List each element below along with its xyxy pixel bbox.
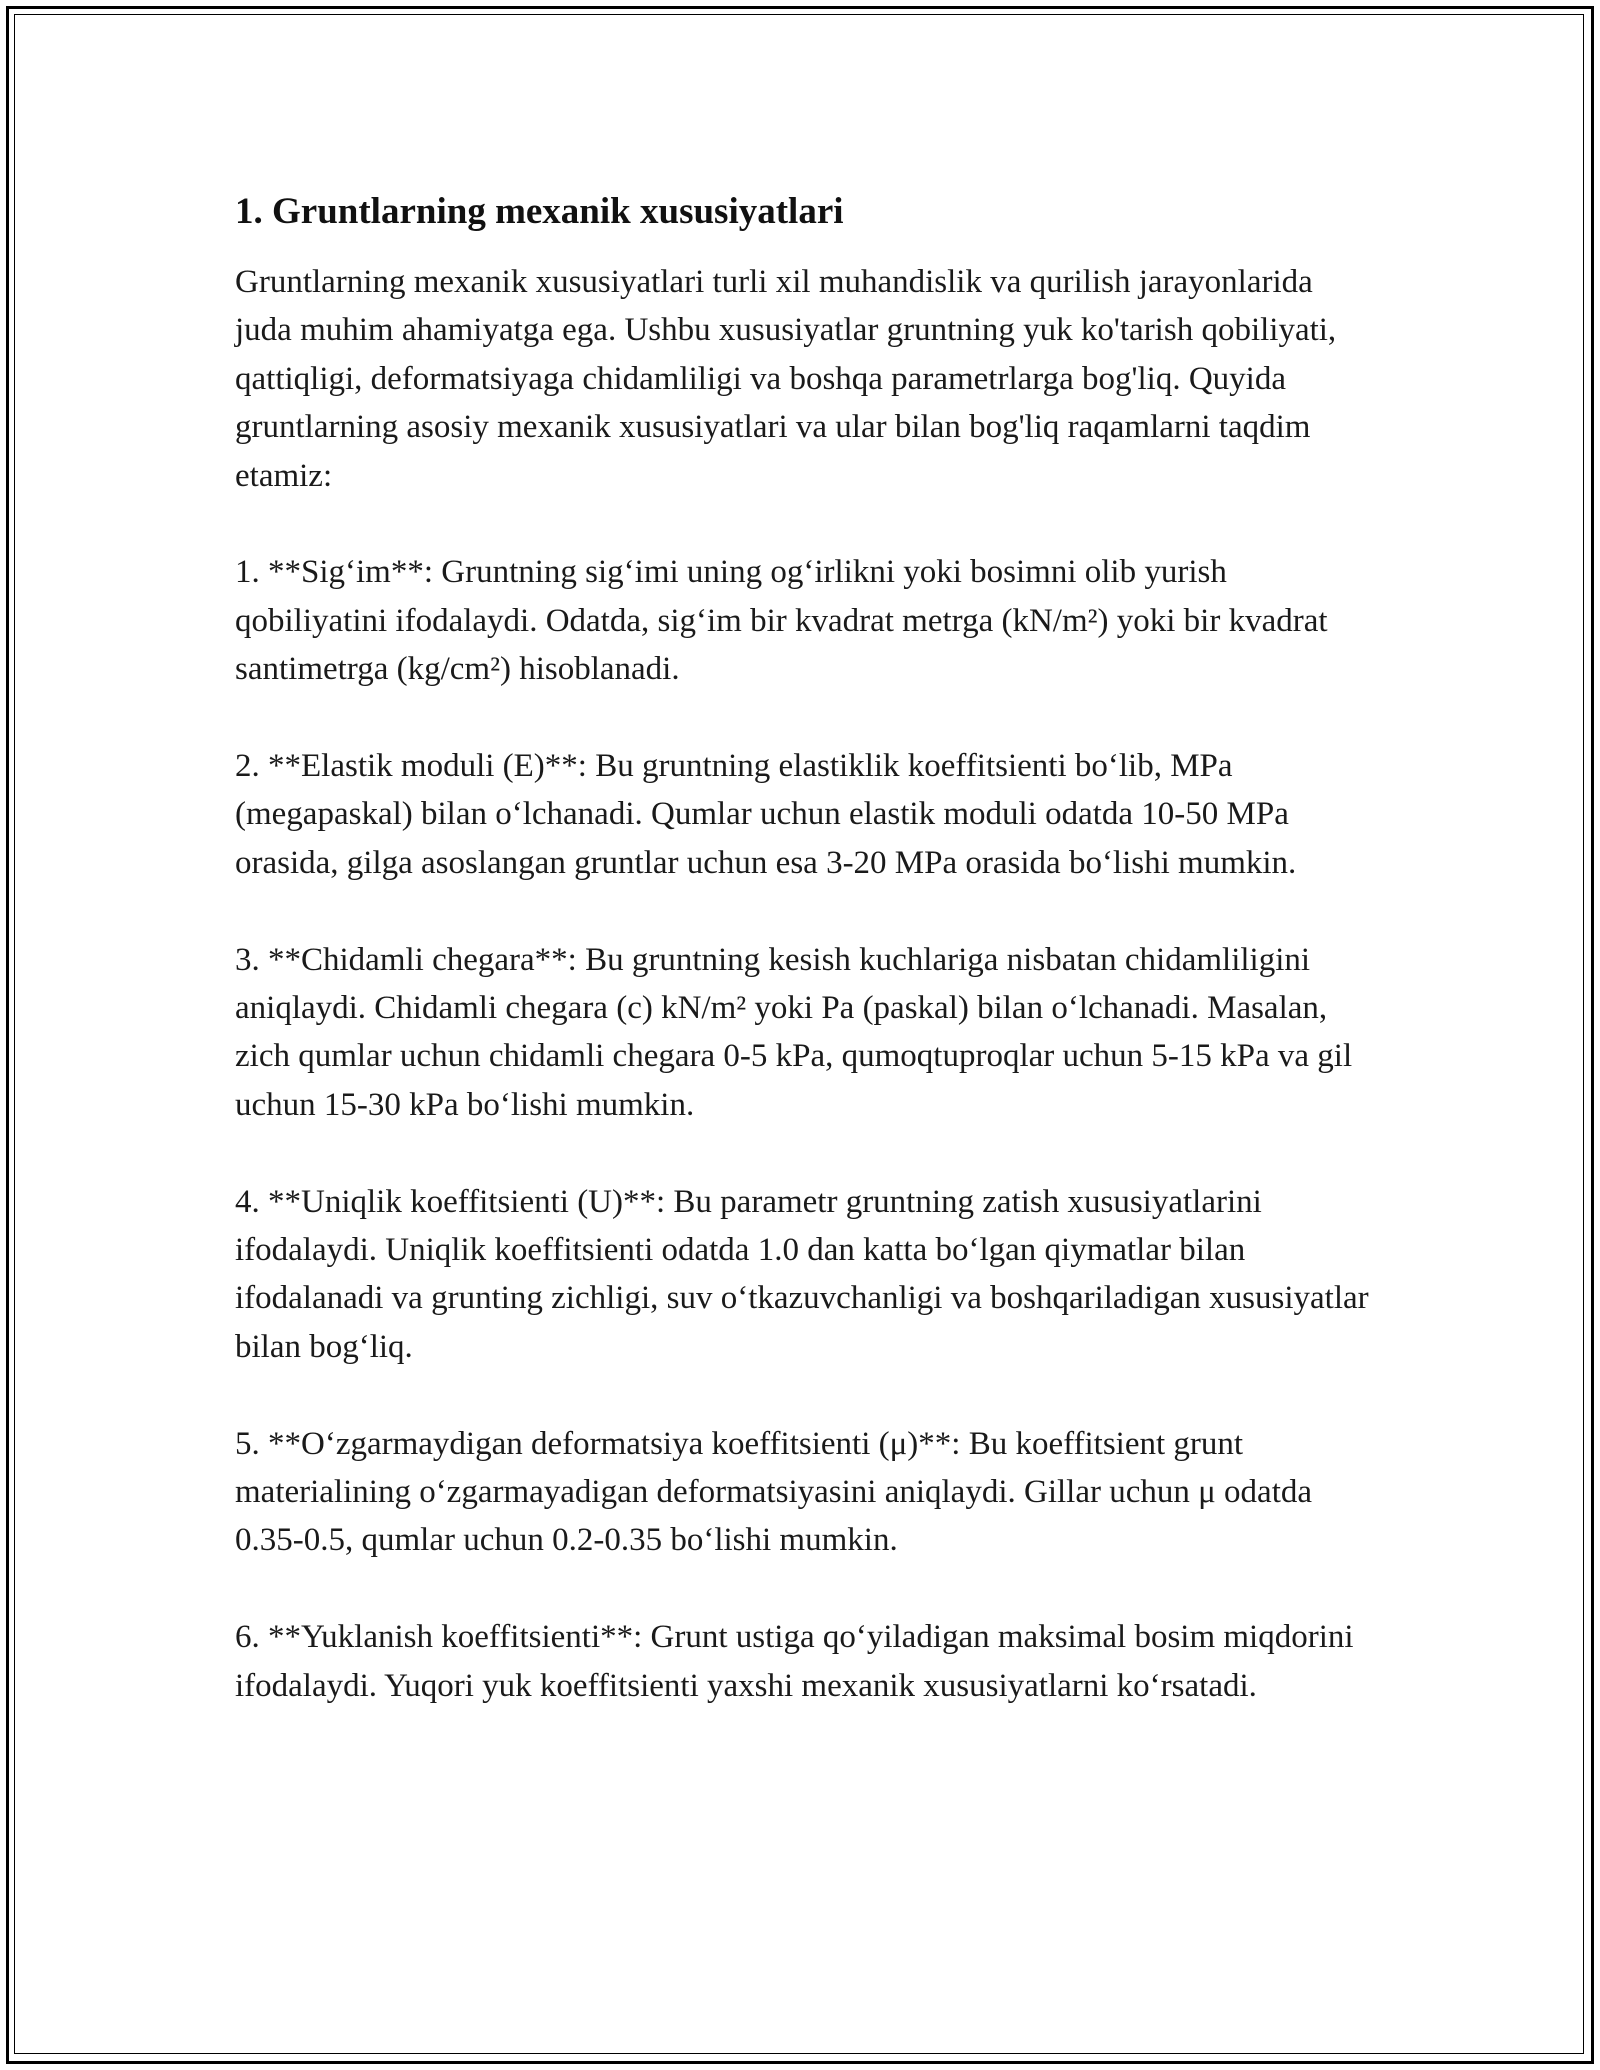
- list-item: 2. **Elastik moduli (E)**: Bu gruntning elastiklik koeffitsienti bo‘lib, MPa (megapaskal) bilan o‘lchanadi. Qumlar uchun elastik moduli odatda 10-50 MPa orasida, gilga asoslangan gruntlar uchun esa 3-20 MPa orasida bo‘lishi mumkin.: [235, 748, 1297, 881]
- document-title: 1. Gruntlarning mexanik xususiyatlari: [235, 191, 844, 232]
- list-item: 4. **Uniqlik koeffitsienti (U)**: Bu parametr gruntning zatish xususiyatlarini ifodalaydi. Uniqlik koeffitsienti odatda 1.0 dan katta bo‘lgan qiymatlar bilan ifodalanadi va grunting zichligi, suv o‘tkazuvchanligi va boshqariladigan xususiyatlar bilan bog‘liq.: [235, 1183, 1369, 1365]
- intro-paragraph: Gruntlarning mexanik xususiyatlari turli xil muhandislik va qurilish jarayonlarida juda muhim ahamiyatga ega. Ushbu xususiyatlar gruntning yuk ko'tarish qobiliyati, qattiqligi, deformatsiyaga chidamliligi va boshqa parametrlarga bog'liq. Quyida gruntlarning asosiy mexanik xususiyatlari va ular bilan bog'liq raqamlarni taqdim etamiz:: [235, 264, 1337, 494]
- list-item: 5. **O‘zgarmaydigan deformatsiya koeffitsienti (μ)**: Bu koeffitsient grunt materialining o‘zgarmayadigan deformatsiyasini aniqlaydi. Gillar uchun μ odatda 0.35-0.5, qumlar uchun 0.2-0.35 bo‘lishi mumkin.: [235, 1425, 1313, 1559]
- list-item: 3. **Chidamli chegara**: Bu gruntning kesish kuchlariga nisbatan chidamliligini aniqlaydi. Chidamli chegara (c) kN/m² yoki Pa (paskal) bilan o‘lchanadi. Masalan, zich qumlar uchun chidamli chegara 0-5 kPa, qumoqtuproqlar uchun 5-15 kPa va gil uchun 15-30 kPa bo‘lishi mumkin.: [235, 941, 1353, 1123]
- document-body: [235, 188, 1375, 1758]
- list-item: 1. **Sig‘im**: Gruntning sig‘imi uning og‘irlikni yoki bosimni olib yurish qobiliyatini ifodalaydi. Odatda, sig‘im bir kvadrat metrga (kN/m²) yoki bir kvadrat santimetrga (kg/cm²) hisoblanadi.: [235, 554, 1328, 688]
- list-item: 6. **Yuklanish koeffitsienti**: Grunt ustiga qo‘yiladigan maksimal bosim miqdorini ifodalaydi. Yuqori yuk koeffitsienti yaxshi mexanik xususiyatlarni ko‘rsatadi.: [235, 1619, 1354, 1704]
